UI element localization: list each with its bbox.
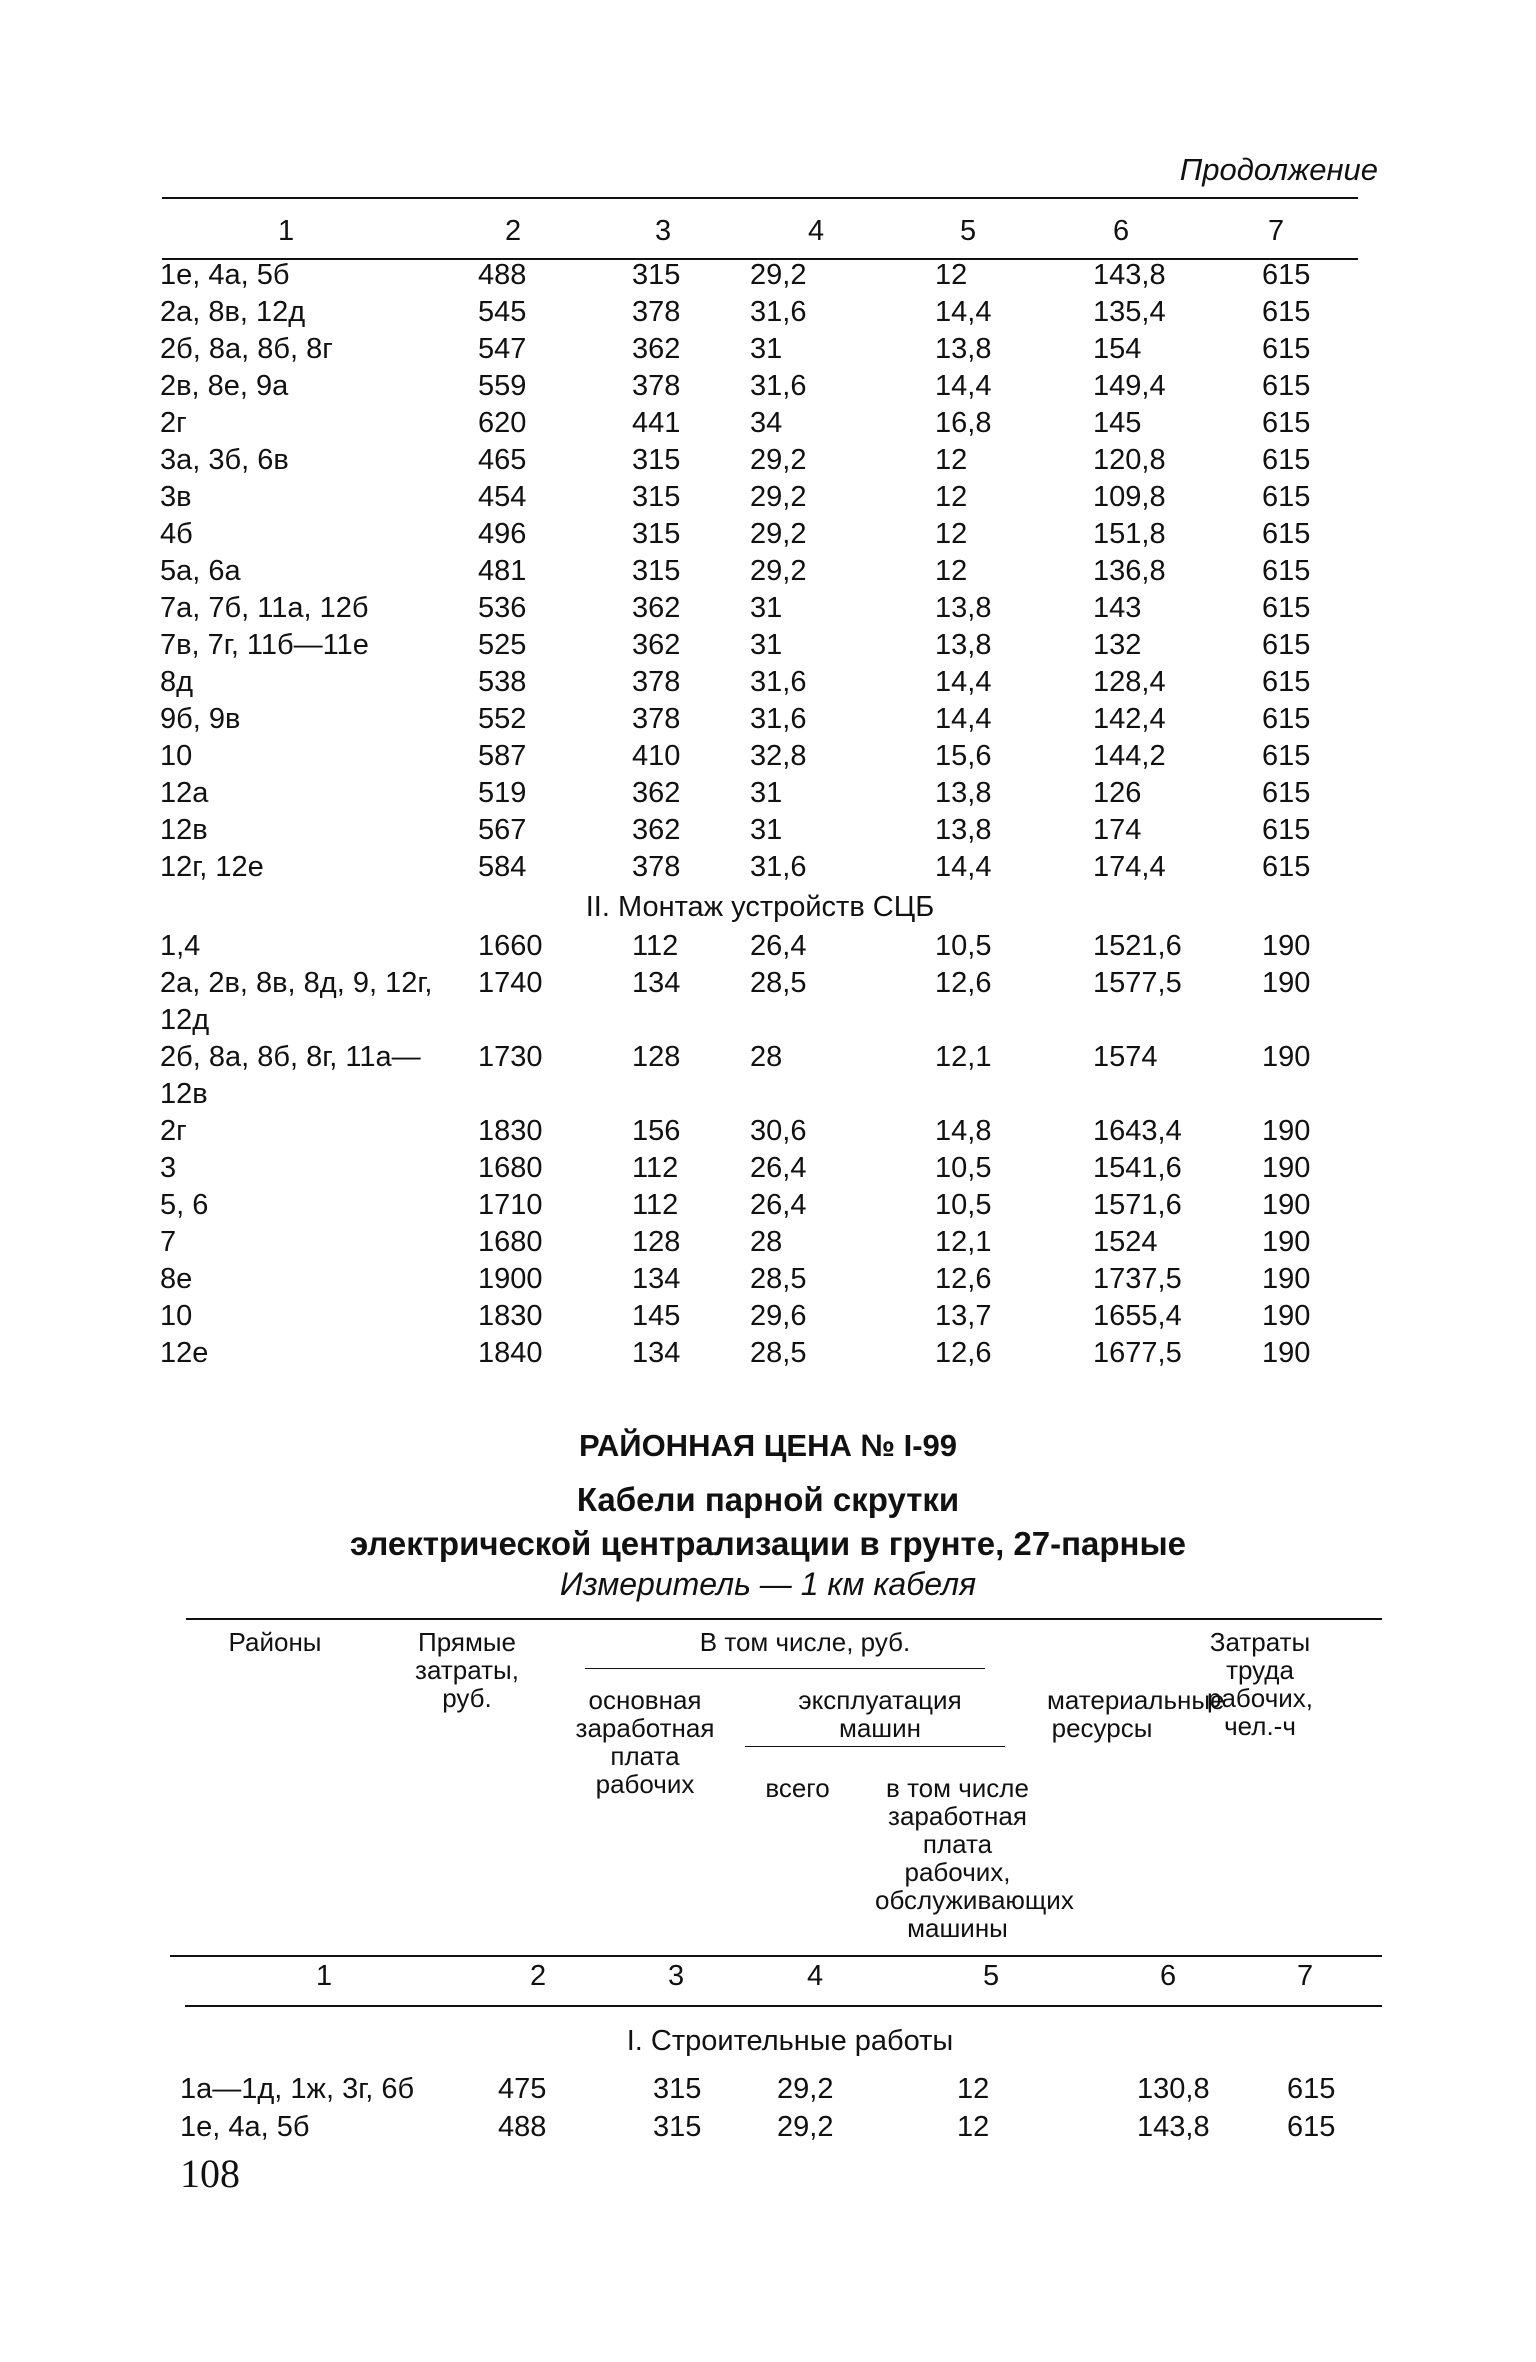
table-cell: 29,2 bbox=[777, 2111, 834, 2143]
table-cell: 1574 bbox=[1093, 1041, 1158, 1073]
table-cell: 567 bbox=[478, 814, 527, 846]
table2-header-rule bbox=[170, 1955, 1382, 1957]
section-title-installation: II. Монтаж устройств СЦБ bbox=[585, 891, 935, 923]
document-title bbox=[0, 1478, 1536, 1566]
table-cell: 1660 bbox=[478, 930, 543, 962]
table-cell: 31,6 bbox=[750, 666, 807, 698]
table-cell: 10 bbox=[160, 1300, 193, 1332]
table-cell: 13,8 bbox=[935, 629, 992, 661]
table-cell: 26,4 bbox=[750, 1189, 807, 1221]
table-row bbox=[160, 849, 1360, 886]
table-cell: 538 bbox=[478, 666, 527, 698]
table-row bbox=[160, 257, 1360, 294]
table-cell: 2б, 8а, 8б, 8г, 11а—12в bbox=[160, 1041, 421, 1110]
table-cell: 190 bbox=[1262, 930, 1311, 962]
table-cell: 31 bbox=[750, 629, 783, 661]
table-cell: 12,1 bbox=[935, 1226, 992, 1258]
table-cell: 315 bbox=[632, 259, 681, 291]
table-cell: 1900 bbox=[478, 1263, 543, 1295]
table-row bbox=[160, 1224, 1360, 1261]
table-cell: 615 bbox=[1262, 481, 1311, 513]
header-materials: материальные ресурсы bbox=[1047, 1685, 1225, 1743]
header-operator-wage: в том числе заработная плата рабочих, обслуживающих машины bbox=[875, 1773, 1074, 1943]
col-header-4: 4 bbox=[808, 215, 825, 247]
table-cell: 190 bbox=[1262, 1337, 1311, 1369]
table-cell: 10,5 bbox=[935, 1189, 992, 1221]
table-cell: 10,5 bbox=[935, 1152, 992, 1184]
table-row bbox=[160, 442, 1360, 479]
col-number-6: 6 bbox=[1160, 1960, 1177, 1992]
table-cell: 12 bbox=[935, 259, 968, 291]
col-number-7: 7 bbox=[1297, 1960, 1314, 1992]
title-line-2: электрической централизации в грунте, 27-парные bbox=[349, 1525, 1187, 1562]
table-cell: 620 bbox=[478, 407, 527, 439]
table-cell: 1655,4 bbox=[1093, 1300, 1182, 1332]
table2 bbox=[180, 2012, 1400, 2146]
table-cell: 315 bbox=[632, 481, 681, 513]
table2-body bbox=[180, 2070, 1400, 2146]
table-cell: 156 bbox=[632, 1115, 681, 1147]
table-cell: 1521,6 bbox=[1093, 930, 1182, 962]
table-cell: 12 bbox=[957, 2073, 990, 2105]
table-cell: 151,8 bbox=[1093, 518, 1166, 550]
table-cell: 143,8 bbox=[1093, 259, 1166, 291]
table-cell: 465 bbox=[478, 444, 527, 476]
table-cell: 12 bbox=[935, 518, 968, 550]
table-cell: 7в, 7г, 11б—11е bbox=[160, 629, 369, 661]
table-cell: 190 bbox=[1262, 1189, 1311, 1221]
table-cell: 128 bbox=[632, 1041, 681, 1073]
table-cell: 190 bbox=[1262, 1263, 1311, 1295]
table-cell: 12 bbox=[935, 444, 968, 476]
table-cell: 615 bbox=[1262, 740, 1311, 772]
table-cell: 615 bbox=[1287, 2111, 1336, 2143]
table-cell: 378 bbox=[632, 703, 681, 735]
table-cell: 13,8 bbox=[935, 814, 992, 846]
table-cell: 615 bbox=[1262, 851, 1311, 883]
table-cell: 1710 bbox=[478, 1189, 543, 1221]
table-cell: 2в, 8е, 9а bbox=[160, 370, 289, 402]
table-cell: 441 bbox=[632, 407, 681, 439]
section-title-construction: I. Строительные работы bbox=[626, 2025, 954, 2057]
table-cell: 135,4 bbox=[1093, 296, 1166, 328]
table-cell: 3в bbox=[160, 481, 192, 513]
table-cell: 130,8 bbox=[1137, 2073, 1210, 2105]
table-cell: 145 bbox=[1093, 407, 1142, 439]
table-cell: 10 bbox=[160, 740, 193, 772]
table-cell: 13,8 bbox=[935, 333, 992, 365]
table-cell: 28,5 bbox=[750, 1263, 807, 1295]
table-cell: 12,6 bbox=[935, 1263, 992, 1295]
header-operation-total: всего bbox=[765, 1773, 830, 1803]
col-header-6: 6 bbox=[1113, 215, 1130, 247]
table1-body-installation bbox=[160, 928, 1360, 1372]
header-including-rule bbox=[585, 1668, 985, 1669]
table-row bbox=[160, 1335, 1360, 1372]
table1 bbox=[160, 205, 1360, 1372]
table-cell: 378 bbox=[632, 666, 681, 698]
table-cell: 2г bbox=[160, 407, 187, 439]
table-cell: 26,4 bbox=[750, 1152, 807, 1184]
table-cell: 2г bbox=[160, 1115, 187, 1147]
table-cell: 28,5 bbox=[750, 967, 807, 999]
table-cell: 362 bbox=[632, 592, 681, 624]
table-cell: 5а, 6а bbox=[160, 555, 241, 587]
table-cell: 362 bbox=[632, 333, 681, 365]
table-cell: 7 bbox=[160, 1226, 177, 1258]
header-labor-costs: Затраты труда рабочих, чел.-ч bbox=[1207, 1627, 1313, 1741]
table-cell: 28 bbox=[750, 1041, 783, 1073]
table-cell: 29,2 bbox=[750, 259, 807, 291]
table-cell: 1е, 4а, 5б bbox=[180, 2111, 310, 2143]
table-cell: 190 bbox=[1262, 1152, 1311, 1184]
table-cell: 1740 bbox=[478, 967, 543, 999]
table-cell: 190 bbox=[1262, 1226, 1311, 1258]
table-cell: 1730 bbox=[478, 1041, 543, 1073]
table-cell: 315 bbox=[632, 518, 681, 550]
table2-number-rule bbox=[185, 2005, 1382, 2007]
table-cell: 1571,6 bbox=[1093, 1189, 1182, 1221]
table-cell: 9б, 9в bbox=[160, 703, 241, 735]
table-cell: 1е, 4а, 5б bbox=[160, 259, 290, 291]
table-cell: 2а, 2в, 8в, 8д, 9, 12г, 12д bbox=[160, 967, 433, 1036]
table-cell: 13,7 bbox=[935, 1300, 992, 1332]
table-cell: 525 bbox=[478, 629, 527, 661]
table-cell: 1,4 bbox=[160, 930, 201, 962]
table-cell: 31 bbox=[750, 814, 783, 846]
header-base-wage: основная заработная плата рабочих bbox=[575, 1685, 715, 1799]
table-cell: 112 bbox=[632, 1152, 679, 1184]
table-cell: 362 bbox=[632, 629, 681, 661]
table-cell: 587 bbox=[478, 740, 527, 772]
table-cell: 12е bbox=[160, 1337, 209, 1369]
table-cell: 30,6 bbox=[750, 1115, 807, 1147]
table-cell: 315 bbox=[653, 2111, 702, 2143]
table-cell: 615 bbox=[1262, 777, 1311, 809]
col-header-3: 3 bbox=[655, 215, 672, 247]
table-row bbox=[180, 2070, 1400, 2108]
table-cell: 28,5 bbox=[750, 1337, 807, 1369]
table-cell: 584 bbox=[478, 851, 527, 883]
header-machine-operation: эксплуатация машин bbox=[798, 1685, 962, 1743]
table-cell: 190 bbox=[1262, 1115, 1311, 1147]
table-cell: 615 bbox=[1262, 259, 1311, 291]
table-cell: 362 bbox=[632, 814, 681, 846]
table-cell: 14,4 bbox=[935, 703, 992, 735]
table-cell: 536 bbox=[478, 592, 527, 624]
table-cell: 31,6 bbox=[750, 851, 807, 883]
table-cell: 142,4 bbox=[1093, 703, 1166, 735]
table-cell: 132 bbox=[1093, 629, 1142, 661]
table-cell: 2б, 8а, 8б, 8г bbox=[160, 333, 333, 365]
table-cell: 1830 bbox=[478, 1300, 543, 1332]
header-including: В том числе, руб. bbox=[699, 1627, 911, 1657]
table-cell: 615 bbox=[1262, 555, 1311, 587]
table-cell: 112 bbox=[632, 1189, 679, 1221]
table-cell: 615 bbox=[1262, 370, 1311, 402]
table-row bbox=[160, 516, 1360, 553]
table1-body-construction bbox=[160, 257, 1360, 886]
table-row bbox=[160, 368, 1360, 405]
table-cell: 3 bbox=[160, 1152, 177, 1184]
table-cell: 8е bbox=[160, 1263, 193, 1295]
table-cell: 10,5 bbox=[935, 930, 992, 962]
table-cell: 519 bbox=[478, 777, 527, 809]
table-row bbox=[160, 664, 1360, 701]
table-cell: 32,8 bbox=[750, 740, 807, 772]
table-cell: 14,4 bbox=[935, 296, 992, 328]
table-cell: 615 bbox=[1262, 444, 1311, 476]
table-cell: 8д bbox=[160, 666, 194, 698]
table-cell: 378 bbox=[632, 851, 681, 883]
continuation-label: Продолжение bbox=[1179, 152, 1378, 187]
table-row bbox=[160, 1039, 1360, 1113]
col-header-2: 2 bbox=[505, 215, 522, 247]
table-cell: 378 bbox=[632, 296, 681, 328]
table-cell: 615 bbox=[1262, 666, 1311, 698]
table-cell: 29,2 bbox=[750, 444, 807, 476]
table-cell: 149,4 bbox=[1093, 370, 1166, 402]
title-line-1: Кабели парной скрутки bbox=[576, 1481, 960, 1518]
table-cell: 552 bbox=[478, 703, 527, 735]
col-header-5: 5 bbox=[960, 215, 977, 247]
table-cell: 12а bbox=[160, 777, 209, 809]
table-cell: 136,8 bbox=[1093, 555, 1166, 587]
table-cell: 31,6 bbox=[750, 370, 807, 402]
table-cell: 1677,5 bbox=[1093, 1337, 1182, 1369]
table-cell: 190 bbox=[1262, 1041, 1311, 1073]
table-cell: 174,4 bbox=[1093, 851, 1166, 883]
table-cell: 615 bbox=[1262, 407, 1311, 439]
table-row bbox=[160, 331, 1360, 368]
table-cell: 14,4 bbox=[935, 370, 992, 402]
table-cell: 154 bbox=[1093, 333, 1142, 365]
table-cell: 126 bbox=[1093, 777, 1142, 809]
col-number-5: 5 bbox=[983, 1960, 1000, 1992]
table-cell: 12в bbox=[160, 814, 208, 846]
table-cell: 12 bbox=[935, 481, 968, 513]
table-row bbox=[160, 405, 1360, 442]
table-row bbox=[160, 1298, 1360, 1335]
table-cell: 128,4 bbox=[1093, 666, 1166, 698]
table-cell: 4б bbox=[160, 518, 193, 550]
table-cell: 496 bbox=[478, 518, 527, 550]
measure-unit: Измеритель — 1 км кабеля bbox=[559, 1566, 977, 1602]
table-cell: 615 bbox=[1262, 629, 1311, 661]
table-cell: 12г, 12е bbox=[160, 851, 264, 883]
table-cell: 615 bbox=[1262, 592, 1311, 624]
table-row bbox=[160, 1261, 1360, 1298]
table-cell: 615 bbox=[1262, 814, 1311, 846]
table-cell: 174 bbox=[1093, 814, 1142, 846]
table-row bbox=[160, 294, 1360, 331]
table-cell: 615 bbox=[1262, 518, 1311, 550]
table1-top-rule bbox=[162, 197, 1358, 199]
table-cell: 31,6 bbox=[750, 296, 807, 328]
table-cell: 615 bbox=[1262, 703, 1311, 735]
table-row bbox=[160, 479, 1360, 516]
table-cell: 12,6 bbox=[935, 1337, 992, 1369]
table-cell: 14,4 bbox=[935, 666, 992, 698]
table-cell: 31 bbox=[750, 333, 783, 365]
table-cell: 12 bbox=[957, 2111, 990, 2143]
table-cell: 28 bbox=[750, 1226, 783, 1258]
price-heading: РАЙОННАЯ ЦЕНА № I-99 bbox=[578, 1428, 958, 1463]
header-regions: Районы bbox=[228, 1627, 322, 1657]
table-row bbox=[160, 812, 1360, 849]
table-cell: 12 bbox=[935, 555, 968, 587]
col-number-4: 4 bbox=[807, 1960, 824, 1992]
table-cell: 1524 bbox=[1093, 1226, 1158, 1258]
table-cell: 14,4 bbox=[935, 851, 992, 883]
table-cell: 315 bbox=[632, 444, 681, 476]
table-cell: 29,6 bbox=[750, 1300, 807, 1332]
table-cell: 112 bbox=[632, 930, 679, 962]
table-cell: 31 bbox=[750, 592, 783, 624]
table-cell: 31 bbox=[750, 777, 783, 809]
table-cell: 615 bbox=[1287, 2073, 1336, 2105]
table-cell: 29,2 bbox=[750, 555, 807, 587]
table-cell: 134 bbox=[632, 1263, 681, 1295]
table-cell: 547 bbox=[478, 333, 527, 365]
table-cell: 143 bbox=[1093, 592, 1142, 624]
table-cell: 454 bbox=[478, 481, 527, 513]
table-row bbox=[160, 775, 1360, 812]
table2-header bbox=[185, 1624, 1385, 1952]
table-cell: 1680 bbox=[478, 1226, 543, 1258]
table-cell: 378 bbox=[632, 370, 681, 402]
page-number: 108 bbox=[180, 2151, 240, 2196]
table-cell: 144,2 bbox=[1093, 740, 1166, 772]
table-row bbox=[180, 2108, 1400, 2146]
table-cell: 145 bbox=[632, 1300, 681, 1332]
table-row bbox=[160, 965, 1360, 1039]
table-cell: 134 bbox=[632, 1337, 681, 1369]
table-cell: 545 bbox=[478, 296, 527, 328]
header-direct-costs: Прямые затраты, руб. bbox=[415, 1627, 519, 1713]
table-row bbox=[160, 738, 1360, 775]
table-cell: 109,8 bbox=[1093, 481, 1166, 513]
table-row bbox=[160, 1187, 1360, 1224]
header-operation-rule bbox=[745, 1746, 1005, 1747]
col-header-7: 7 bbox=[1268, 215, 1285, 247]
table-cell: 1830 bbox=[478, 1115, 543, 1147]
table-row bbox=[160, 590, 1360, 627]
table-cell: 475 bbox=[498, 2073, 547, 2105]
table-cell: 14,8 bbox=[935, 1115, 992, 1147]
table-cell: 1541,6 bbox=[1093, 1152, 1182, 1184]
table-cell: 362 bbox=[632, 777, 681, 809]
table-cell: 13,8 bbox=[935, 592, 992, 624]
table-cell: 615 bbox=[1262, 333, 1311, 365]
table-row bbox=[160, 1150, 1360, 1187]
table-cell: 29,2 bbox=[750, 481, 807, 513]
table-cell: 13,8 bbox=[935, 777, 992, 809]
table-cell: 134 bbox=[632, 967, 681, 999]
table-cell: 488 bbox=[478, 259, 527, 291]
table2-top-rule bbox=[186, 1618, 1382, 1620]
table-cell: 615 bbox=[1262, 296, 1311, 328]
col-number-3: 3 bbox=[668, 1960, 685, 1992]
table-cell: 15,6 bbox=[935, 740, 992, 772]
table-row bbox=[160, 928, 1360, 965]
table-cell: 315 bbox=[632, 555, 681, 587]
table-cell: 29,2 bbox=[750, 518, 807, 550]
col-header-1: 1 bbox=[278, 215, 295, 247]
table-cell: 128 bbox=[632, 1226, 681, 1258]
table-cell: 315 bbox=[653, 2073, 702, 2105]
table-cell: 7а, 7б, 11а, 12б bbox=[160, 592, 369, 624]
table-cell: 190 bbox=[1262, 967, 1311, 999]
table-cell: 1а—1д, 1ж, 3г, 6б bbox=[180, 2073, 415, 2105]
table-cell: 190 bbox=[1262, 1300, 1311, 1332]
table-cell: 488 bbox=[498, 2111, 547, 2143]
table-cell: 26,4 bbox=[750, 930, 807, 962]
table-row bbox=[160, 553, 1360, 590]
table-cell: 3а, 3б, 6в bbox=[160, 444, 289, 476]
table-cell: 120,8 bbox=[1093, 444, 1166, 476]
table-cell: 1643,4 bbox=[1093, 1115, 1182, 1147]
table-row bbox=[160, 627, 1360, 664]
col-number-1: 1 bbox=[316, 1960, 333, 1992]
table-cell: 5, 6 bbox=[160, 1189, 209, 1221]
table-cell: 29,2 bbox=[777, 2073, 834, 2105]
table-cell: 34 bbox=[750, 407, 783, 439]
table-cell: 559 bbox=[478, 370, 527, 402]
table1-header-row bbox=[160, 205, 1360, 257]
table-cell: 1840 bbox=[478, 1337, 543, 1369]
table-row bbox=[160, 701, 1360, 738]
table-row bbox=[160, 1113, 1360, 1150]
table-cell: 16,8 bbox=[935, 407, 992, 439]
table-cell: 2а, 8в, 12д bbox=[160, 296, 306, 328]
table-cell: 31,6 bbox=[750, 703, 807, 735]
table-cell: 410 bbox=[632, 740, 681, 772]
table-cell: 481 bbox=[478, 555, 527, 587]
table-cell: 1737,5 bbox=[1093, 1263, 1182, 1295]
table-cell: 12,6 bbox=[935, 967, 992, 999]
col-number-2: 2 bbox=[530, 1960, 547, 1992]
table-cell: 12,1 bbox=[935, 1041, 992, 1073]
table-cell: 1577,5 bbox=[1093, 967, 1182, 999]
table-cell: 1680 bbox=[478, 1152, 543, 1184]
table-cell: 143,8 bbox=[1137, 2111, 1210, 2143]
